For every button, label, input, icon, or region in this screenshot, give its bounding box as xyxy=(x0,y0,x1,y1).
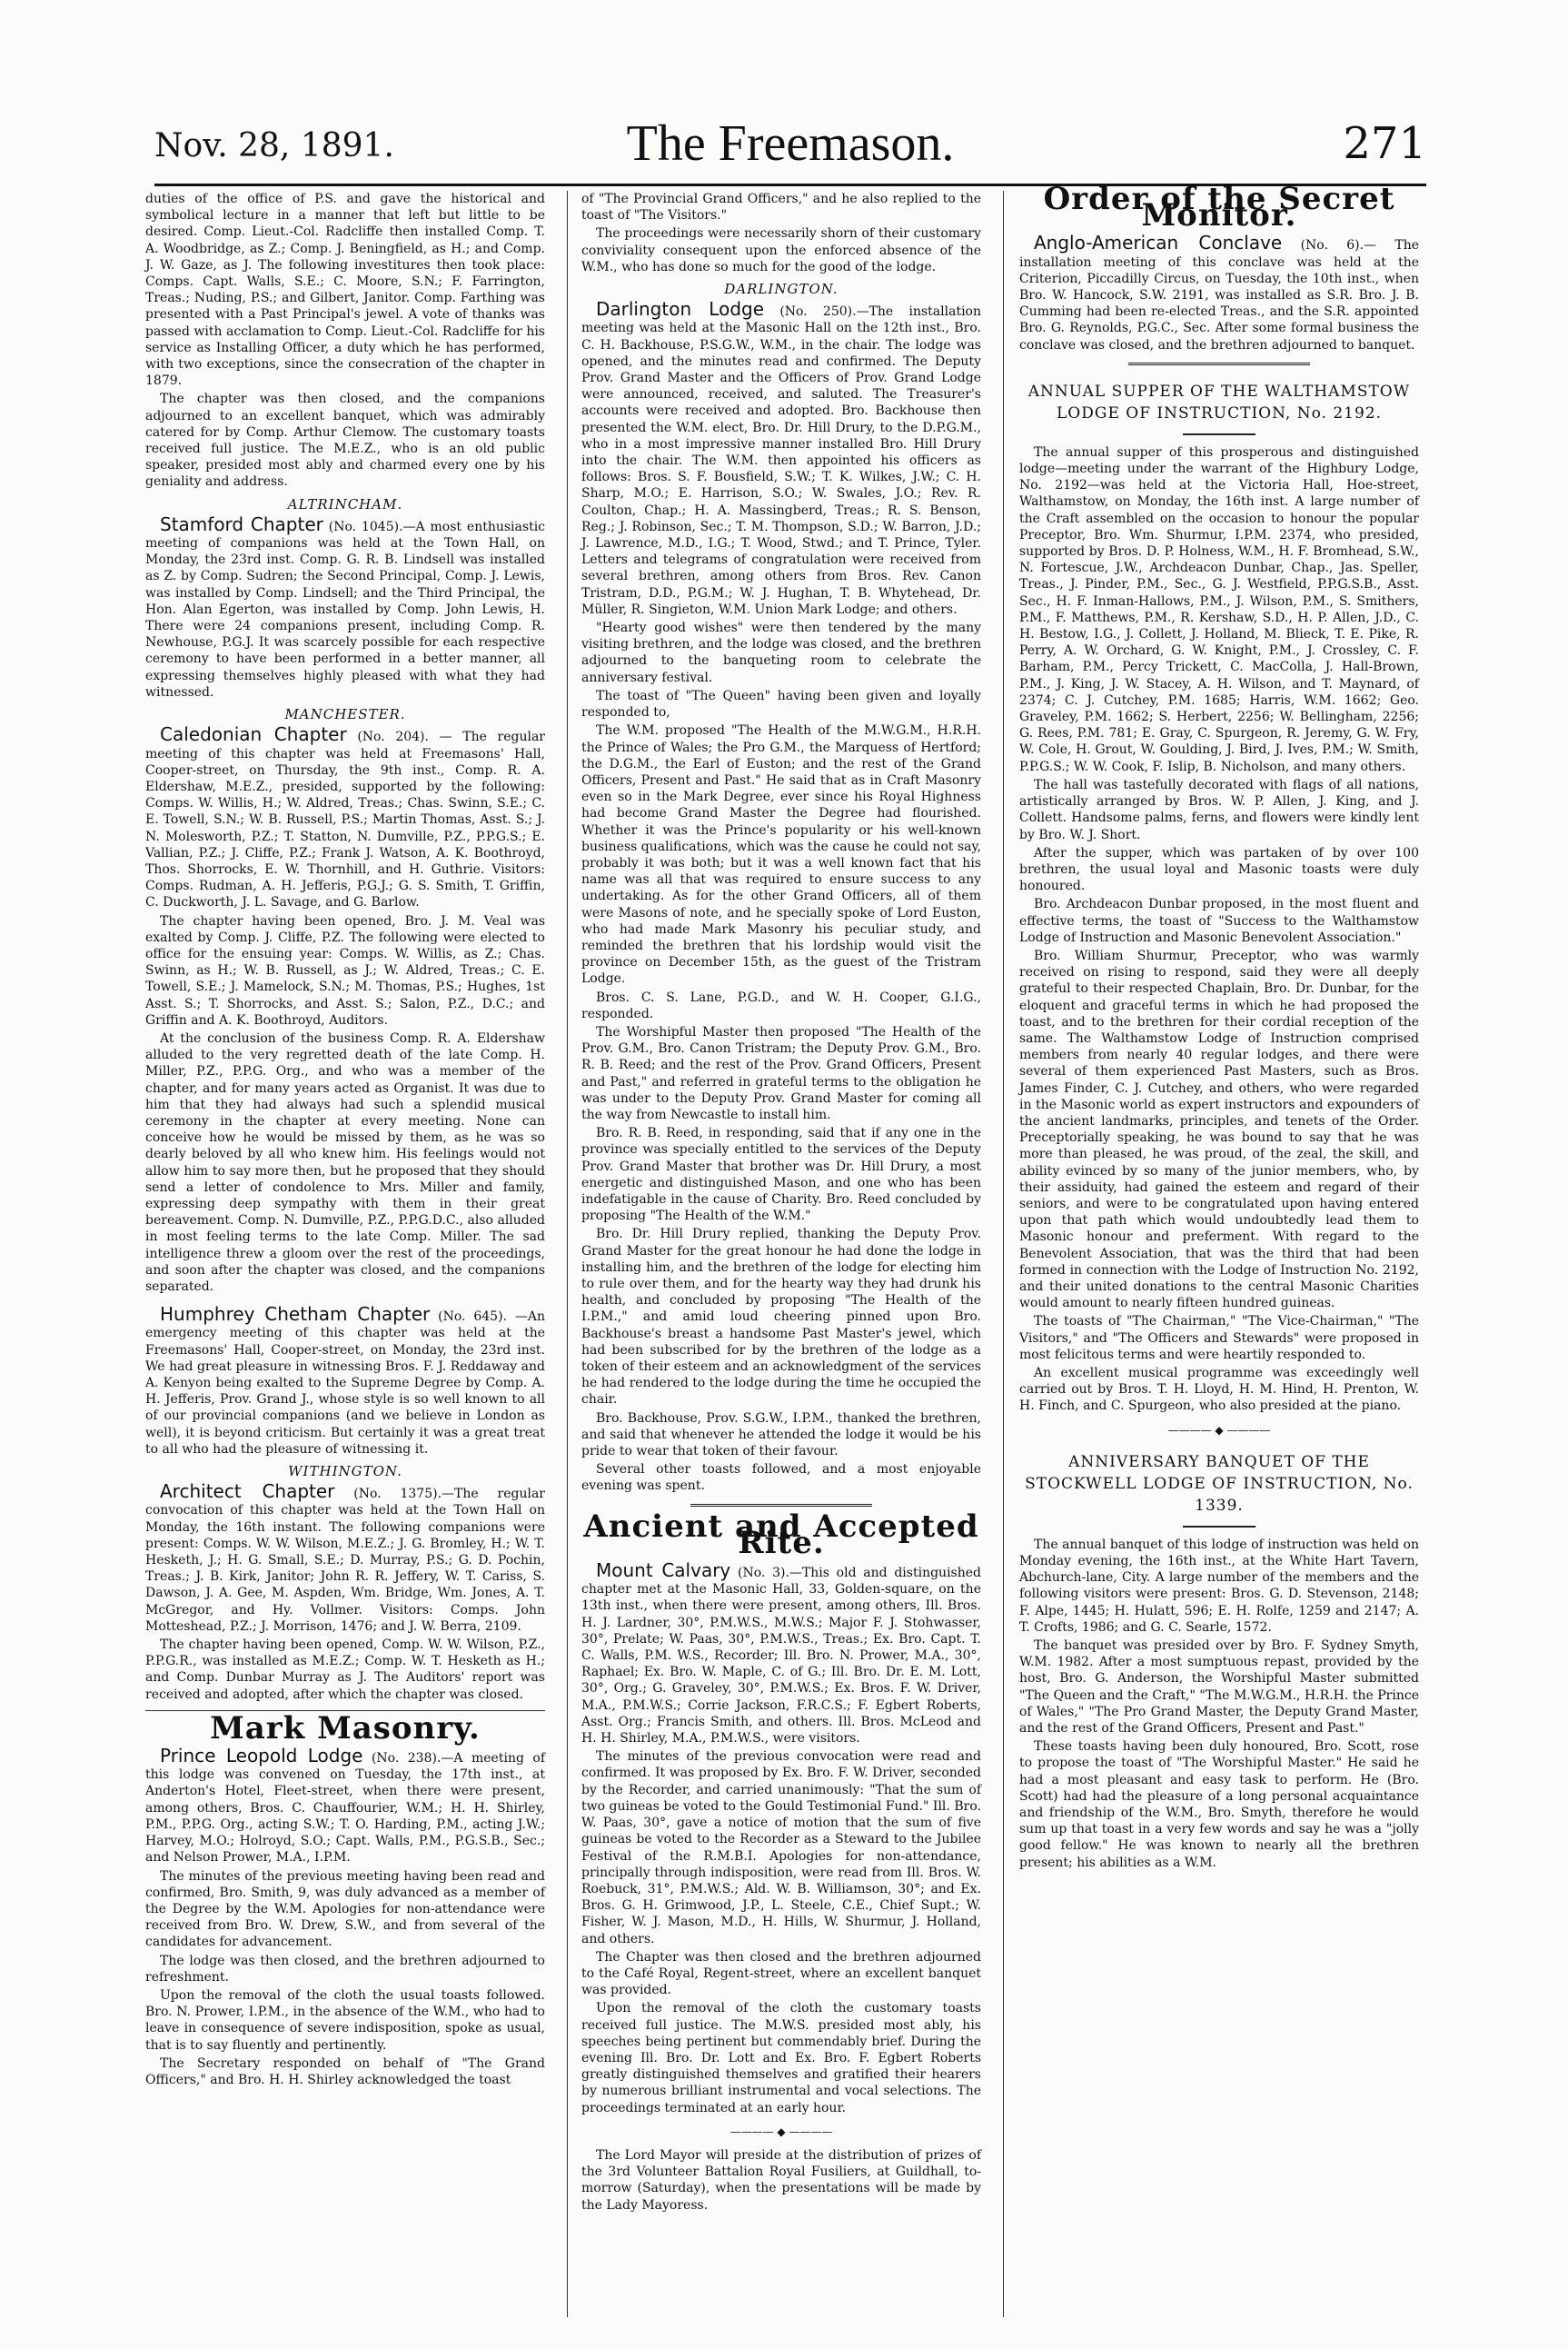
report-text: (No. 6).— The installation meeting of this conclave was held at the Criterion, Piccadilly Circus, on Tuesday, the 10th inst., when Bro. W. Hancock, S.W. 2191, was installed as S.R. Bro. J. B. Cumming had been re-elected Treas., and the S.R. appointed Bro. G. Reynolds, P.G.C., Sec. After some formal business the conclave was closed, and the brethren adjourned to banquet. xyxy=(1019,238,1420,353)
article-paragraph: duties of the office of P.S. and gave the historical and symbolical lecture in a manner that left but little to be desired. Comp. Lieut.-Col. Radcliffe then installed Comp. T. A. Woodbridge, as Z.; Comp. J. Beningfield, as H.; and Comp. J. W. Gaze, as J. The following investitures then took place: Comps. Capt. Walls, S.E.; C. Moore, S.N.; F. Farrington, Treas.; Nuding, P.S.; and Gilbert, Janitor. Comp. Farthing was presented with a Past Principal's jewel. A vote of thanks was passed with acclamation to Comp. Lieut.-Col. Radcliffe for his service as Installing Officer, a duty which he has performed, with two exceptions, since the consecration of the chapter in 1879. xyxy=(145,192,545,389)
article-paragraph: The minutes of the previous meeting having been read and confirmed, Bro. Smith, 9, was duly advanced as a member of the Degree by the W.M. Apologies for non-attendance were received from Bro. W. Drew, S.W., and from several of the candidates for advancement. xyxy=(145,1868,545,1950)
report-text: (No. 1375).—The regular convocation of this chapter was held at the Town Hall on Monday, the 16th instant. The following companions were present: Comps. W. W. Wilson, M.E.Z.; J. G. Bromley, H.; W. T. Hesketh, J.; H. G. Small, S.E.; D. Murray, P.S.; G. D. Pochin, Treas.; J. B. Kirk, Janitor; John R. R. Jeffery, W. T. Cariss, S. Dawson, J. A. Gee, M. Aspden, Wm. Bridge, Wm. Jones, A. T. McGregor, and Hy. Vollmer. Visitors: Comps. John Motteshead, P.Z.; J. Morrison, 1476; and J. W. Berra, 2109. xyxy=(145,1487,545,1634)
article-paragraph: At the conclusion of the business Comp. R. A. Eldershaw alluded to the very regretted death of the late Comp. H. Miller, P.Z., P.P.G. Org., and who was a member of the chapter, and for many years acted as Organist. It was due to him that they had always had such a splendid musical ceremony in the chapter at every meeting. None can conceive how he would be missed by them, as he was so dearly beloved by all who knew him. His feelings would not allow him to say more then, but he proposed that they should send a letter of condolence to Mrs. Miller and family, expressing deep sympathy with them in their great bereavement. Comp. N. Dumville, P.Z., P.P.G.D.C., also alluded in most feeling terms to the late Comp. Miller. The sad intelligence threw a gloom over the rest of the proceedings, and soon after the chapter was closed, and the companions separated. xyxy=(145,1030,545,1294)
report-caledonian xyxy=(145,723,545,911)
report-text: (No. 1045).—A most enthusiastic meeting of companions was held at the Town Hall, on Monday, the 23rd inst. Comp. G. R. B. Lindsell was installed as Z. by Comp. Sudren; the Second Principal, Comp. J. Lewis, was installed by Comp. Lindsell; and the Third Principal, the Hon. Alan Egerton, was installed by Comp. John Lewis, H. There were 24 companions present, including Comp. R. Newhouse, P.G.J. It was scarcely possible for each respective ceremony to have been performed in a better manner, all expressing themselves highly pleased with what they had witnessed. xyxy=(145,519,546,700)
place-heading: MANCHESTER. xyxy=(284,706,406,723)
article-paragraph: The banquet was presided over by Bro. F. Sydney Smyth, W.M. 1982. After a most sumptuous repast, provided by the host, Bro. G. Anderson, the Worshipful Master submitted "The Queen and the Craft," "The M.W.G.M., H.R.H. the Prince of Wales," "The Pro Grand Master, the Deputy Grand Master, and the rest of the Grand Officers, Present and Past." xyxy=(1019,1638,1419,1737)
column-3 xyxy=(1019,181,1420,1873)
article-paragraph: The hall was tastefully decorated with flags of all nations, artistically arranged by Bros. W. P. Allen, J. King, and J. Collett. Handsome palms, ferns, and flowers were kindly lent by Bro. W. J. Short. xyxy=(1019,777,1419,842)
article-paragraph: The Lord Mayor will preside at the distribution of prizes of the 3rd Volunteer Battalion Royal Fusiliers, at Guildhall, to-morrow (Saturday), when the presentations will be made by the Lady Mayoress. xyxy=(581,2147,981,2213)
report-text: (No. 204). — The regular meeting of this chapter was held at Freemasons' Hall, Cooper-street, on Thursday, the 9th inst., Comp. R. A. Eldershaw, M.E.Z., presided, supported by the following: Comps. W. Willis, H.; W. Aldred, Treas.; Chas. Swinn, S.E.; C. E. Towell, S.N.; W. B. Russell, P.S.; Martin Thomas, Asst. S.; J. N. Molesworth, P.Z.; T. Statton, N. Dumville, P.Z., P.P.G.S.; E. Vallian, P.Z.; J. Cliffe, P.Z.; Frank J. Watson, A. K. Boothroyd, Thos. Shorrocks, E. W. Thornhill, and H. Guthrie. Visitors: Comps. Rudman, A. H. Jefferis, P.G.J.; G. S. Smith, T. Griffin, C. Duckworth, J. L. Savage, and G. Barlow. xyxy=(145,730,545,911)
article-paragraph: The toast of "The Queen" having been given and loyally responded to, xyxy=(581,688,981,721)
place-heading: DARLINGTON. xyxy=(724,281,839,298)
column-divider xyxy=(1003,191,1004,2317)
heading-rule xyxy=(1183,433,1255,435)
article-paragraph: Upon the removal of the cloth the customary toasts received full justice. The M.W.S. presided most ably, his speeches being pertinent but commendably brief. During the evening Ill. Bro. Dr. Lott and Ex. Bro. F. Egbert Roberts greatly distinguished themselves and gratified their hearers by numerous brilliant instrumental and vocal selections. The proceedings terminated at an early hour. xyxy=(581,2001,981,2115)
article-paragraph: Bro. William Shurmur, Preceptor, who was warmly received on rising to respond, said they were all deeply grateful to their respected Chaplain, Bro. Dr. Dunbar, for the eloquent and graceful terms in which he had proposed the toast, and to the brethren for their cordial reception of the same. The Walthamstow Lodge of Instruction comprised members from nearly 40 regular lodges, and there were several of them experienced Past Masters, such as Bros. James Finder, C. J. Cutchey, and others, who were regarded in the Masonic world as expert instructors and expounders of the ancient landmarks, principles, and tenets of the Order. Preceptorially speaking, he was bound to say that he was more than pleased, he was proud, of the zeal, the skill, and ability evinced by so many of the junior members, who, by their assiduity, had gained the esteem and regard of their seniors, and were to be congratulated upon having entered upon that path which would undoubtedly lead them to Masonic honour and preferment. With regard to the Benevolent Association, that was the third that had been formed in connection with the Lodge of Instruction No. 2192, and their united donations to the central Masonic Charities would amount to nearly fifteen hundred guineas. xyxy=(1019,948,1419,1311)
article-paragraph: of "The Provincial Grand Officers," and he also replied to the toast of "The Visitors." xyxy=(581,192,981,224)
article-paragraph: The Worshipful Master then proposed "The Health of the Prov. G.M., Bro. Canon Tristram; the Deputy Prov. G.M., Bro. R. B. Reed; and the rest of the Prov. Grand Officers, Present and Past," and referred in grateful terms to the obligation he was under to the Deputy Prov. Grand Master for coming all the way from Newcastle to install him. xyxy=(581,1024,981,1122)
article-paragraph: The chapter having been opened, Bro. J. M. Veal was exalted by Comp. J. Cliffe, P.Z. The following were elected to office for the ensuing year: Comps. W. Willis, as Z.; Chas. Swinn, as H.; W. B. Russell, as J.; W. Aldred, Treas.; C. E. Towell, S.E.; J. Mamelock, S.N.; M. Thomas, P.S.; Hughes, 1st Asst. S.; T. Shorrocks, and Asst. S.; Salon, P.Z., D.C.; and Griffin and A. K. Boothroyd, Auditors. xyxy=(145,913,545,1028)
article-paragraph: Several other toasts followed, and a most enjoyable evening was spent. xyxy=(581,1462,981,1494)
report-text: (No. 645). —An emergency meeting of this chapter was held at the Freemasons' Hall, Cooper-street, on Monday, the 23rd inst. We had great pleasure in witnessing Bros. F. J. Reddaway and A. Kenyon being exalted to the Supreme Degree by Comp. A. H. Jefferis, Prov. Grand J., whose style is so well known to all of our provincial companions (and we believe in London as well), it is beyond criticism. But certainly it was a great treat to all who had the pleasure of witnessing it. xyxy=(145,1309,545,1457)
lodge-name: Mount Calvary xyxy=(596,1559,731,1582)
page-number: 271 xyxy=(1343,118,1426,169)
issue-date: Nov. 28, 1891. xyxy=(154,127,394,164)
article-paragraph: The Chapter was then closed and the brethren adjourned to the Café Royal, Regent-street, where an excellent banquet was provided. xyxy=(581,1949,981,1998)
article-paragraph: Bro. Backhouse, Prov. S.G.W., I.P.M., thanked the brethren, and said that whenever he attended the lodge it would be his pride to wear that token of their favour. xyxy=(581,1410,981,1459)
article-paragraph: The Secretary responded on behalf of "The Grand Officers," and Bro. H. H. Shirley acknowledged the toast xyxy=(145,2055,545,2087)
lodge-name: Prince Leopold Lodge xyxy=(160,1745,363,1767)
column-2 xyxy=(581,191,981,2215)
lodge-name: Darlington Lodge xyxy=(596,298,765,321)
lodge-name: Caledonian Chapter xyxy=(160,723,347,746)
article-paragraph: The annual supper of this prosperous and distinguished lodge—meeting under the warrant of the Highbury Lodge, No. 2192—was held at the Victoria Hall, Hoe-street, Walthamstow, on Monday, the 16th inst. A large number of the Craft assembled on the occasion to honour the popular Preceptor, Bro. Wm. Shurmur, I.P.M. 2374, who presided, supported by Bros. D. P. Holness, W.M., H. F. Bromhead, S.W., N. Fortescue, J.W., Archdeacon Dunbar, Chap., Jas. Speller, Treas., J. Pinder, P.M., Sec., G. J. Westfield, P.P.G.S.B., Asst. Sec., H. F. Inman-Hallows, P.M., J. Wilson, P.M., S. Smithers, P.M., F. Matthews, P.M., R. Kershaw, S.D., H. P. Allen, J.D., C. H. Bestow, I.G., J. Collett, J. Holland, M. Blieck, T. E. Pike, R. Perry, A. W. Orchard, G. W. Knight, P.M., J. Crossley, C. F. Barham, P.M., Percy Trickett, C. MacColla, J. Hall-Brown, P.M., J. King, J. W. Stacey, A. H. Wilson, and T. Maynard, of 2374; C. J. Cutchey, P.M. 1685; Harris, W.M. 1662; Geo. Graveley, P.M. 1662; S. Herbert, 2256; W. Bellingham, 2256; G. Rees, P.M. 781; E. Gray, C. Spurgeon, R. Jeremy, G. W. Fry, W. Cole, H. Grout, W. Goulding, J. Bird, J. Ives, P.M.; W. Smith, P.P.G.S.; W. W. Cook, F. Islip, B. Nicholson, and many others. xyxy=(1019,444,1419,774)
article-heading-walthamstow: ANNUAL SUPPER OF THE WALTHAMSTOW LODGE OF INSTRUCTION, No. 2192. xyxy=(1027,382,1411,423)
report-text: (No. 3).—This old and distinguished chapter met at the Masonic Hall, 33, Golden-square, on the 13th inst., when there were present, among others, Ill. Bros. H. J. Lardner, 30°, P.M.W.S., M.W.S.; Major F. J. Stohwasser, 30°, Prelate; W. Paas, 30°, P.M.W.S., Treas.; Ex. Bro. Capt. T. C. Walls, P.M. W.S., Recorder; Ill. Bro. N. Prower, M.A., 30°, Raphael; Ex. Bro. W. Maple, C. of G.; Ill. Bro. Dr. E. M. Lott, 30°, Org.; G. Graveley, 30°, P.M.W.S.; Ex. Bros. F. W. Driver, M.A., P.M.W.S.; Corrie Jackson, F.R.C.S.; F. Egbert Roberts, Asst. Org.; Francis Smith, and others. Ill. Bros. McLeod and H. H. Shirley, M.A., P.M.W.S., were visitors. xyxy=(581,1566,981,1747)
article-paragraph: The chapter having been opened, Comp. W. W. Wilson, P.Z., P.P.G.R., was installed as M.E.Z.; Comp. W. T. Hesketh as H.; and Comp. Dunbar Murray as J. The Auditors' report was received and adopted, after which the chapter was closed. xyxy=(145,1637,545,1702)
article-paragraph: These toasts having been duly honoured, Bro. Scott, rose to propose the toast of "The Worshipful Master." He said he had a most pleasant and easy task to perform. He (Bro. Scott) had had the pleasure of a long personal acquaintance and friendship of the W.M., Bro. Smyth, therefore he would sum up that toast in a very few words and say he was a "jolly good fellow." He was known to nearly all the brethren present; his abilities as a W.M. xyxy=(1019,1739,1419,1870)
article-paragraph: Bros. C. S. Lane, P.G.D., and W. H. Cooper, G.I.G., responded. xyxy=(581,990,981,1021)
article-paragraph: Bro. R. B. Reed, in responding, said that if any one in the province was specially entitled to the services of the Deputy Prov. Grand Master that brother was Dr. Hill Drury, a most energetic and distinguished Mason, and one who has been indefatigable in the cause of Charity. Bro. Reed concluded by proposing "The Health of the W.M." xyxy=(581,1126,981,1224)
column-divider xyxy=(567,191,568,2317)
article-paragraph: The toasts of "The Chairman," "The Vice-Chairman," "The Visitors," and "The Officers and Stewards" were proposed in most felicitous terms and were heartily responded to. xyxy=(1019,1314,1419,1362)
lodge-name: Humphrey Chetham Chapter xyxy=(160,1303,431,1326)
article-paragraph: The chapter was then closed, and the companions adjourned to an excellent banquet, which was admirably catered for by Comp. Arthur Clemow. The customary toasts received full justice. The M.E.Z., who is an old public speaker, presided most ably and charmed every one by his geniality and address. xyxy=(145,392,545,490)
report-text: (No. 250).—The installation meeting was held at the Masonic Hall on the 12th inst., Bro. C. H. Backhouse, P.S.G.W., W.M., in the chair. The lodge was opened, and the minutes read and confirmed. The Deputy Prov. Grand Master and the Officers of Prov. Grand Lodge were announced, received, and saluted. The Treasurer's accounts were received and adopted. Bro. Backhouse then presented the W.M. elect, Bro. Dr. Hill Drury, to the D.P.G.M., who in a most impressive manner installed Bro. Hill Drury into the chair. The W.M. then appointed his officers as follows: Bros. S. F. Bousfield, S.W.; T. K. Wilkes, J.W.; C. H. Sharp, M.O.; E. Harrison, S.O.; W. Swales, J.O.; Rev. R. Coulton, Chap.; H. A. Massingberd, Treas.; R. S. Benson, Reg.; J. Robinson, Sec.; T. M. Thompson, S.D.; W. Barron, J.D.; J. Lawrence, M.D., I.G.; T. Wood, Stwd.; and T. Prince, Tyler. Letters and telegrams of congratulation were received from several brethren, among others from Bros. Rev. Canon Tristram, D.D., P.G.M.; W. J. Hughan, T. B. Whytehead, Dr. Müller, R. Singieton, W.M. Union Mark Lodge; and others. xyxy=(581,304,981,617)
article-paragraph: The lodge was then closed, and the brethren adjourned to refreshment. xyxy=(145,1953,545,1985)
report-architect xyxy=(145,1480,545,1635)
section-heading-ancient-rite: Ancient and Accepted Rite. xyxy=(583,1508,979,1561)
article-paragraph: After the supper, which was partaken of by over 100 brethren, the usual loyal and Masonic toasts were duly honoured. xyxy=(1019,845,1419,894)
report-anglo-american xyxy=(1019,234,1419,353)
article-paragraph: Bro. Archdeacon Dunbar proposed, in the most fluent and effective terms, the toast of "Success to the Walthamstow Lodge of Instruction and Masonic Benevolent Association." xyxy=(1019,897,1419,945)
section-rule xyxy=(1128,363,1310,368)
publication-title: The Freemason. xyxy=(626,115,955,172)
divider-ornament: ———— ◆ ———— xyxy=(729,2125,833,2138)
report-humphrey xyxy=(145,1303,545,1458)
heading-rule xyxy=(1183,1526,1255,1528)
place-heading: ALTRINCHAM. xyxy=(287,495,403,513)
report-prince-leopold xyxy=(145,1747,545,1866)
article-paragraph: The minutes of the previous convocation were read and confirmed. It was proposed by Ex. Bro. F. W. Driver, seconded by the Recorder, and carried unanimously: "That the sum of two guineas be voted to the Gould Testimonial Fund." Ill. Bro. W. Paas, 30°, gave a notice of motion that the sum of five guineas be voted to the Recorder as a Steward to the Jubilee Festival of the R.M.B.I. Apologies for non-attendance, principally through indisposition, were read from Ill. Bros. W. Roebuck, 31°, P.M.W.S.; Ald. W. B. Williamson, 30°; and Ex. Bros. G. H. Grimwood, J.P., L. Steele, C.E., Chief Supt.; W. Fisher, W. J. Mason, M.D., H. Hills, W. Shurmur, J. Holland, and others. xyxy=(581,1749,981,1946)
divider-ornament: ———— ◆ ———— xyxy=(1167,1423,1271,1437)
section-heading-secret-monitor: Order of the Secret Monitor. xyxy=(1043,181,1395,234)
lodge-name: Anglo-American Conclave xyxy=(1034,232,1283,254)
article-paragraph: The annual banquet of this lodge of instruction was held on Monday evening, the 16th inst., at the White Hart Tavern, Abchurch-lane, City. A large number of the members and the following visitors were present: Bros. G. D. Stevenson, 2148; F. Alpe, 1445; H. Hulatt, 596; E. H. Rolfe, 1259 and 2147; A. T. Crofts, 1986; and G. C. Searle, 1572. xyxy=(1019,1537,1419,1635)
article-paragraph: Bro. Dr. Hill Drury replied, thanking the Deputy Prov. Grand Master for the great honour he had done the lodge in installing him, and the brethren of the lodge for electing him to rule over them, and for the hearty way they had drunk his health, and concluded by proposing "The Health of the I.P.M.," and amid loud cheering pinned upon Bro. Backhouse's breast a handsome Past Master's jewel, which had been subscribed for by the brethren of the lodge as a token of their esteem and an acknowledgment of the services he had rendered to the lodge during the time he occupied the chair. xyxy=(581,1227,981,1408)
report-darlington xyxy=(581,298,981,618)
section-heading-mark-masonry: Mark Masonry. xyxy=(210,1709,481,1747)
report-mount-calvary xyxy=(581,1559,981,1747)
article-heading-stockwell: ANNIVERSARY BANQUET OF THE STOCKWELL LODGE OF INSTRUCTION, No. 1339. xyxy=(1025,1452,1414,1515)
place-heading: WITHINGTON. xyxy=(288,1463,402,1480)
lodge-name: Architect Chapter xyxy=(160,1480,335,1503)
lodge-name: Stamford Chapter xyxy=(160,513,323,535)
column-1 xyxy=(145,191,545,2090)
masthead xyxy=(154,107,1426,180)
article-paragraph: An excellent musical programme was exceedingly well carried out by Bros. T. H. Lloyd, H. M. Hind, H. Prenton, W. H. Finch, and C. Spurgeon, who also presided at the piano. xyxy=(1019,1366,1419,1414)
article-paragraph: "Hearty good wishes" were then tendered by the many visiting brethren, and the lodge was closed, and the brethren adjourned to the banqueting room to celebrate the anniversary festival. xyxy=(581,621,981,685)
article-paragraph: The W.M. proposed "The Health of the M.W.G.M., H.R.H. the Prince of Wales; the Pro G.M., the Marquess of Hertford; the D.G.M., the Earl of Euston; and the rest of the Grand Officers, Present and Past." He said that as in Craft Masonry even so in the Mark Degree, ever since his Royal Highness had become Grand Master the Degree had flourished. Whether it was the Prince's popularity or his well-known business qualifications, which was the cause he could not say, probably it was both; but it was a well known fact that his name was all that was required to ensure success to any undertaking. As for the other Grand Officers, all of them were Masons of note, and he specially spoke of Lord Euston, who had made Mark Masonry his peculiar study, and reminded the brethren that his lordship would visit the province on December 15th, as the guest of the Tristram Lodge. xyxy=(581,723,981,987)
article-paragraph: Upon the removal of the cloth the usual toasts followed. Bro. N. Prower, I.P.M., in the absence of the W.M., who had to leave in consequence of severe indisposition, spoke as usual, that is to say fluently and pertinently. xyxy=(145,1987,545,2053)
report-text: (No. 238).—A meeting of this lodge was convened on Tuesday, the 17th inst., at Anderton's Hotel, Fleet-street, when there were present, among others, Bros. C. Chauffourier, W.M.; H. H. Shirley, P.M., P.P.G. Org., acting S.W.; T. O. Harding, P.M., acting J.W.; Harvey, M.O.; Holroyd, S.O.; Capt. Walls, P.M., P.G.S.B., Sec.; and Nelson Prower, M.A., I.P.M. xyxy=(145,1751,546,1866)
article-paragraph: The proceedings were necessarily shorn of their customary conviviality consequent upon the enforced absence of the W.M., who has done so much for the good of the lodge. xyxy=(581,226,981,274)
report-stamford xyxy=(145,513,546,701)
